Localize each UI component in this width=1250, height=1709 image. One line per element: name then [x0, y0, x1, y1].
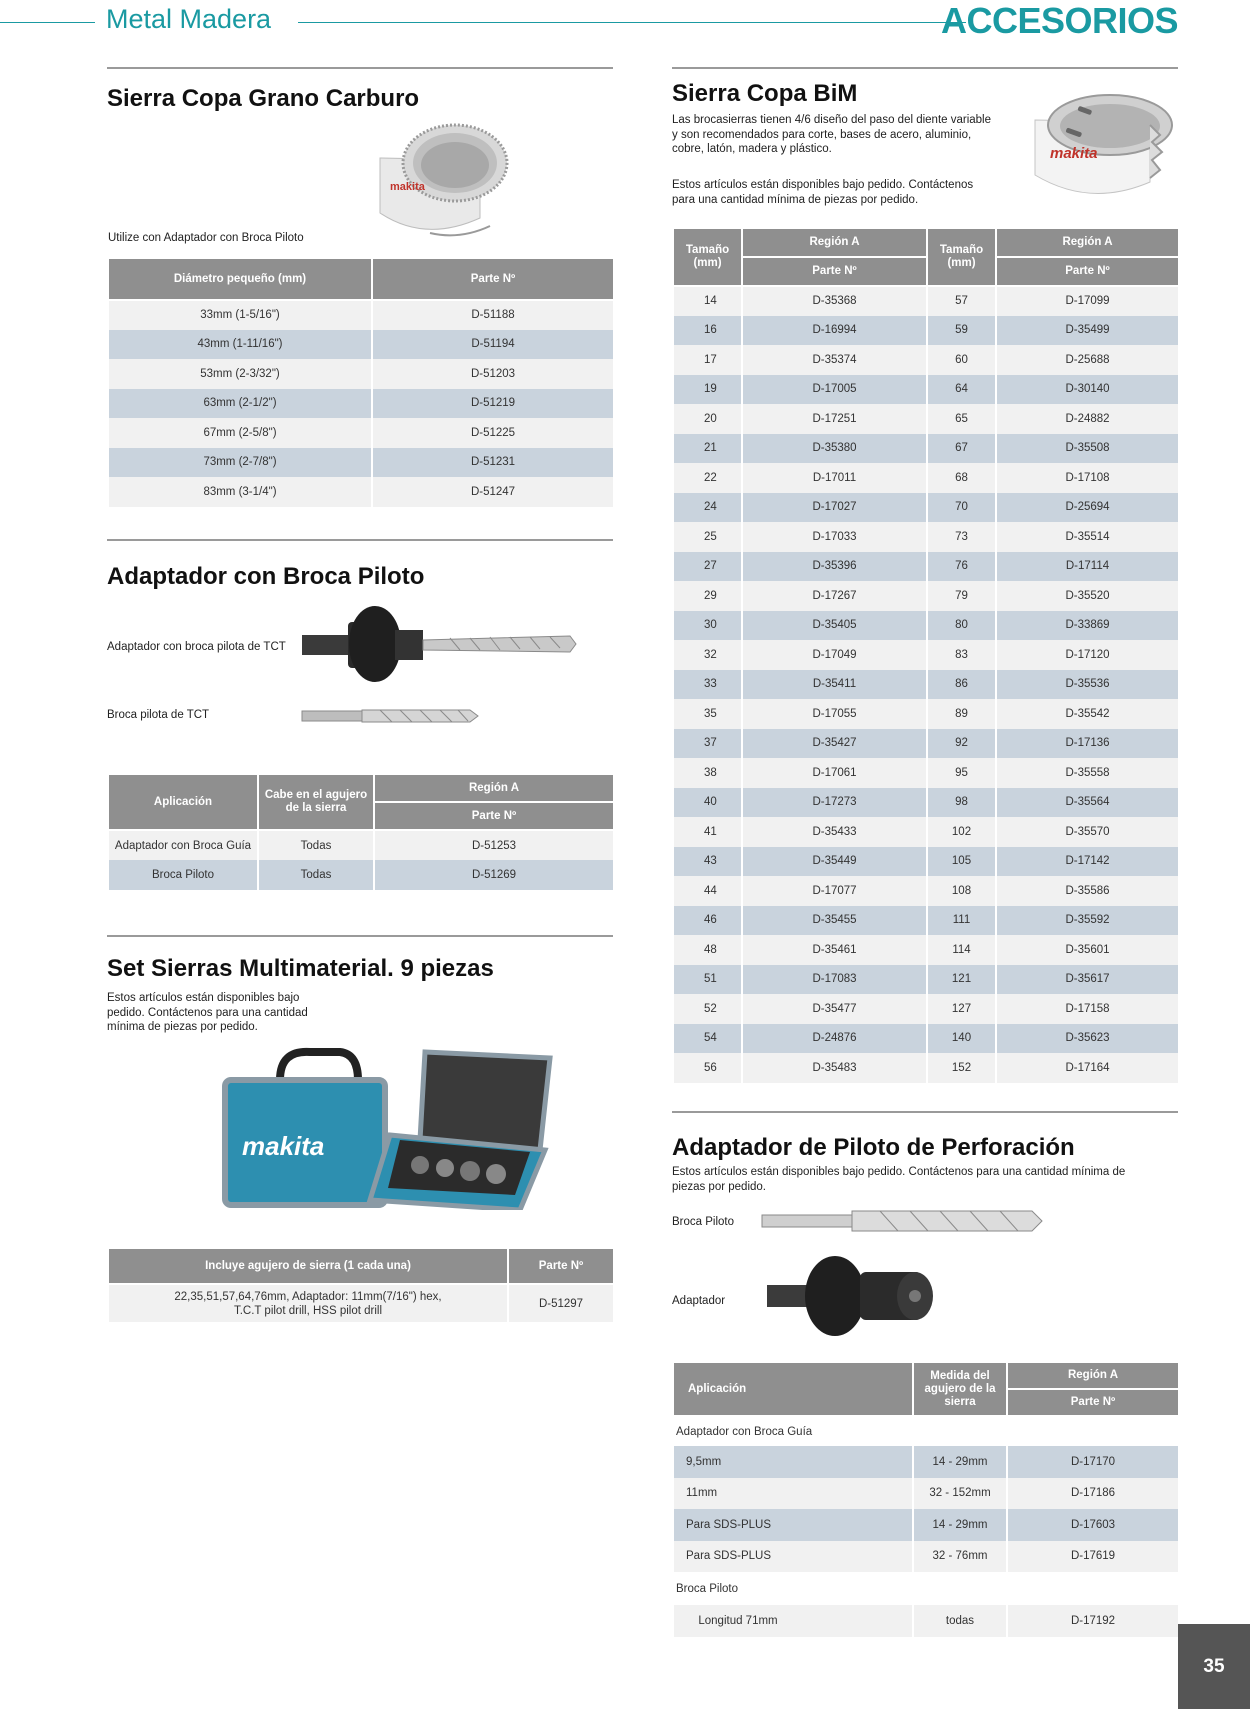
part-number-cell: D-17083 [742, 965, 927, 995]
part-number-cell: D-17192 [1007, 1605, 1179, 1637]
part-number-cell: D-17114 [996, 552, 1179, 582]
part-number-cell: D-17011 [742, 463, 927, 493]
part-number-cell: D-51231 [372, 448, 614, 478]
diameter-cell: 67mm (2-5/8") [108, 418, 372, 448]
size-cell: 19 [673, 375, 742, 405]
table-row [673, 1605, 1179, 1637]
adaptador-title: Adaptador con Broca Piloto [107, 563, 425, 590]
part-number-cell: D-17273 [742, 788, 927, 818]
part-number-cell: D-35405 [742, 611, 927, 641]
size-cell: 80 [927, 611, 996, 641]
pilot-adapter-photo [765, 1250, 945, 1340]
size-cell: 27 [673, 552, 742, 582]
size-cell: 33 [673, 670, 742, 700]
part-number-cell: D-35514 [996, 522, 1179, 552]
table-row [673, 286, 1179, 316]
table-row [673, 965, 1179, 995]
bim-header-part-1: Parte Nº [742, 257, 927, 286]
section-rule [107, 67, 613, 69]
part-number-cell: D-51188 [372, 300, 614, 330]
part-number-cell: D-35558 [996, 758, 1179, 788]
table-row [108, 1284, 614, 1322]
table-row [673, 640, 1179, 670]
part-number-cell: D-17158 [996, 994, 1179, 1024]
svg-text:makita: makita [390, 181, 425, 193]
size-cell: 111 [927, 906, 996, 936]
application-cell: 9,5mm [673, 1446, 913, 1478]
bim-table [672, 227, 1180, 1083]
size-cell: 76 [927, 552, 996, 582]
table-row [108, 359, 614, 389]
size-cell: 73 [927, 522, 996, 552]
part-number-cell: D-51194 [372, 330, 614, 360]
pilot-drill-bit-image [760, 1205, 1045, 1237]
part-number-cell: D-51225 [372, 418, 614, 448]
set-header-includes: Incluye agujero de sierra (1 cada una) [108, 1248, 508, 1284]
adapter-label: Adaptador con broca pilota de TCT [107, 641, 286, 653]
part-number-cell: D-17136 [996, 729, 1179, 759]
piloto-header-region: Región A [1007, 1362, 1179, 1389]
table-row [673, 788, 1179, 818]
bim-header-size-1: Tamaño (mm) [673, 228, 742, 286]
part-number-cell: D-17049 [742, 640, 927, 670]
header-rule-left [0, 22, 95, 23]
application-cell: Para SDS-PLUS [673, 1509, 913, 1541]
part-number-cell: D-35586 [996, 876, 1179, 906]
part-number-cell: D-35483 [742, 1053, 927, 1083]
bim-description: Las brocasierras tienen 4/6 diseño del paso del diente variable y son recomendados para corte, bases de acero, aluminio, cobre, latón, madera y plástico. [672, 114, 992, 155]
set-contents-line-1: 22,35,51,57,64,76mm, Adaptador: 11mm(7/16") hex, [174, 1290, 442, 1303]
part-number-cell: D-35374 [742, 345, 927, 375]
part-number-cell: D-35520 [996, 581, 1179, 611]
carbide-hole-saw-image [370, 118, 515, 246]
size-cell: 57 [927, 286, 996, 316]
piloto-adapter-label: Adaptador [672, 1295, 726, 1307]
measure-cell: 32 - 76mm [913, 1541, 1007, 1573]
size-cell: 102 [927, 817, 996, 847]
part-number-cell: D-17164 [996, 1053, 1179, 1083]
size-cell: 44 [673, 876, 742, 906]
set-header-part: Parte Nº [508, 1248, 614, 1284]
group-label-cell: Adaptador con Broca Guía [673, 1416, 1179, 1446]
measure-cell: todas [913, 1605, 1007, 1637]
size-cell: 114 [927, 935, 996, 965]
fits-cell: Todas [258, 830, 374, 860]
part-number-cell: D-51269 [374, 860, 614, 890]
piloto-table [672, 1361, 1180, 1637]
size-cell: 65 [927, 404, 996, 434]
part-number-cell: D-17251 [742, 404, 927, 434]
bit-label: Broca pilota de TCT [107, 709, 210, 721]
table-row [673, 522, 1179, 552]
part-number-cell: D-17267 [742, 581, 927, 611]
part-number-cell: D-16994 [742, 316, 927, 346]
size-cell: 68 [927, 463, 996, 493]
part-number-cell: D-35380 [742, 434, 927, 464]
table-row [673, 493, 1179, 523]
piloto-header-application: Aplicación [673, 1362, 913, 1416]
diameter-cell: 33mm (1-5/16") [108, 300, 372, 330]
table-row [673, 935, 1179, 965]
size-cell: 105 [927, 847, 996, 877]
table-row [673, 1509, 1179, 1541]
table-row [108, 448, 614, 478]
size-cell: 35 [673, 699, 742, 729]
part-number-cell: D-35570 [996, 817, 1179, 847]
part-number-cell: D-35427 [742, 729, 927, 759]
table-row [673, 758, 1179, 788]
part-number-cell: D-35477 [742, 994, 927, 1024]
size-cell: 52 [673, 994, 742, 1024]
size-cell: 32 [673, 640, 742, 670]
size-cell: 29 [673, 581, 742, 611]
part-number-cell: D-17055 [742, 699, 927, 729]
bim-header-size-2: Tamaño (mm) [927, 228, 996, 286]
hole-saw-set-case-image [220, 1040, 555, 1210]
size-cell: 16 [673, 316, 742, 346]
page-number: 35 [1178, 1624, 1250, 1709]
svg-text:makita: makita [1050, 145, 1098, 162]
application-cell: Adaptador con Broca Guía [108, 830, 258, 860]
size-cell: 25 [673, 522, 742, 552]
part-number-cell: D-35592 [996, 906, 1179, 936]
size-cell: 46 [673, 906, 742, 936]
part-number-cell: D-51219 [372, 389, 614, 419]
carburo-table [107, 257, 615, 507]
table-row [108, 860, 614, 890]
part-number-cell: D-35623 [996, 1024, 1179, 1054]
table-row [673, 670, 1179, 700]
size-cell: 108 [927, 876, 996, 906]
piloto-title: Adaptador de Piloto de Perforación [672, 1134, 1075, 1161]
size-cell: 127 [927, 994, 996, 1024]
size-cell: 70 [927, 493, 996, 523]
part-number-cell: D-17170 [1007, 1446, 1179, 1478]
size-cell: 43 [673, 847, 742, 877]
bim-hole-saw-image [1030, 90, 1180, 208]
application-cell: Longitud 71mm [673, 1605, 913, 1637]
part-number-cell: D-17186 [1007, 1478, 1179, 1510]
piloto-description: Estos artículos están disponibles bajo pedido. Contáctenos para una cantidad mínima de piezas por pedido. [672, 1166, 1126, 1193]
part-number-cell: D-24882 [996, 404, 1179, 434]
size-cell: 67 [927, 434, 996, 464]
diameter-cell: 83mm (3-1/4") [108, 477, 372, 507]
size-cell: 24 [673, 493, 742, 523]
table-row [673, 345, 1179, 375]
size-cell: 37 [673, 729, 742, 759]
table-row [673, 817, 1179, 847]
piloto-header-measure: Medida del agujero de la sierra [913, 1362, 1007, 1416]
set-title: Set Sierras Multimaterial. 9 piezas [107, 955, 494, 982]
table-row [673, 463, 1179, 493]
adaptador-header-part: Parte Nº [374, 802, 614, 830]
size-cell: 17 [673, 345, 742, 375]
size-cell: 20 [673, 404, 742, 434]
size-cell: 152 [927, 1053, 996, 1083]
adaptador-header-region: Región A [374, 774, 614, 802]
set-description: Estos artículos están disponibles bajo pedido. Contáctenos para una cantidad mínima de piezas por pedido. [107, 992, 308, 1033]
table-row [673, 699, 1179, 729]
table-row [673, 1572, 1179, 1605]
bim-title: Sierra Copa BiM [672, 80, 858, 107]
svg-text:makita: makita [242, 1131, 325, 1161]
table-row [673, 1416, 1179, 1446]
section-rule [107, 539, 613, 541]
part-number-cell: D-35455 [742, 906, 927, 936]
application-cell: Broca Piloto [108, 860, 258, 890]
table-row [108, 830, 614, 860]
table-row [673, 847, 1179, 877]
table-row [673, 434, 1179, 464]
measure-cell: 14 - 29mm [913, 1509, 1007, 1541]
table-row [673, 404, 1179, 434]
measure-cell: 32 - 152mm [913, 1478, 1007, 1510]
size-cell: 30 [673, 611, 742, 641]
table-row [673, 1053, 1179, 1083]
size-cell: 89 [927, 699, 996, 729]
set-contents-line-2: T.C.T pilot drill, HSS pilot drill [233, 1304, 383, 1317]
part-number-cell: D-33869 [996, 611, 1179, 641]
table-row [673, 316, 1179, 346]
diameter-cell: 63mm (2-1/2") [108, 389, 372, 419]
table-row [108, 418, 614, 448]
part-number-cell: D-35449 [742, 847, 927, 877]
table-row [673, 1478, 1179, 1510]
section-rule [672, 67, 1178, 69]
table-row [673, 581, 1179, 611]
part-number-cell: D-17142 [996, 847, 1179, 877]
pilot-adapter-image [300, 600, 580, 686]
part-number-cell: D-17061 [742, 758, 927, 788]
table-row [673, 611, 1179, 641]
adaptador-table [107, 773, 615, 890]
diameter-cell: 73mm (2-7/8") [108, 448, 372, 478]
part-number-cell: D-35601 [996, 935, 1179, 965]
size-cell: 121 [927, 965, 996, 995]
table-row [673, 552, 1179, 582]
part-number-cell: D-35433 [742, 817, 927, 847]
part-number-cell: D-35536 [996, 670, 1179, 700]
set-table [107, 1247, 615, 1322]
header-category: Metal Madera [106, 4, 272, 34]
size-cell: 60 [927, 345, 996, 375]
bim-header-part-2: Parte Nº [996, 257, 1179, 286]
part-number-cell: D-35564 [996, 788, 1179, 818]
size-cell: 59 [927, 316, 996, 346]
part-number-cell: D-17077 [742, 876, 927, 906]
table-row [673, 876, 1179, 906]
application-cell: Para SDS-PLUS [673, 1541, 913, 1573]
size-cell: 41 [673, 817, 742, 847]
header-title: ACCESORIOS [940, 0, 1178, 41]
bim-header-region-1: Región A [742, 228, 927, 257]
adaptador-header-fits: Cabe en el agujero de la sierra [258, 774, 374, 830]
set-part-cell: D-51297 [508, 1284, 614, 1322]
piloto-bit-label: Broca Piloto [672, 1216, 735, 1228]
part-number-cell: D-35542 [996, 699, 1179, 729]
bim-availability: Estos artículos están disponibles bajo pedido. Contáctenos para una cantidad mínima de piezas por pedido. [672, 179, 974, 206]
table-row [108, 389, 614, 419]
table-row [673, 375, 1179, 405]
carburo-header-part: Parte Nº [372, 258, 614, 300]
part-number-cell: D-17603 [1007, 1509, 1179, 1541]
carburo-title: Sierra Copa Grano Carburo [107, 85, 420, 112]
part-number-cell: D-30140 [996, 375, 1179, 405]
size-cell: 40 [673, 788, 742, 818]
part-number-cell: D-17619 [1007, 1541, 1179, 1573]
table-row [673, 729, 1179, 759]
part-number-cell: D-35508 [996, 434, 1179, 464]
header-rule-middle [298, 22, 966, 23]
table-row [673, 1446, 1179, 1478]
part-number-cell: D-35461 [742, 935, 927, 965]
set-contents-cell [108, 1284, 508, 1322]
part-number-cell: D-17033 [742, 522, 927, 552]
part-number-cell: D-51203 [372, 359, 614, 389]
diameter-cell: 43mm (1-11/16") [108, 330, 372, 360]
size-cell: 54 [673, 1024, 742, 1054]
table-row [673, 906, 1179, 936]
size-cell: 95 [927, 758, 996, 788]
size-cell: 64 [927, 375, 996, 405]
part-number-cell: D-17099 [996, 286, 1179, 316]
group-label-cell: Broca Piloto [673, 1572, 1179, 1605]
size-cell: 48 [673, 935, 742, 965]
part-number-cell: D-17005 [742, 375, 927, 405]
size-cell: 86 [927, 670, 996, 700]
application-cell: 11mm [673, 1478, 913, 1510]
size-cell: 22 [673, 463, 742, 493]
size-cell: 140 [927, 1024, 996, 1054]
section-rule [672, 1111, 1178, 1113]
bim-header-region-2: Región A [996, 228, 1179, 257]
fits-cell: Todas [258, 860, 374, 890]
diameter-cell: 53mm (2-3/32") [108, 359, 372, 389]
table-row [108, 300, 614, 330]
measure-cell: 14 - 29mm [913, 1446, 1007, 1478]
table-row [673, 994, 1179, 1024]
table-row [108, 330, 614, 360]
part-number-cell: D-17108 [996, 463, 1179, 493]
part-number-cell: D-35396 [742, 552, 927, 582]
part-number-cell: D-25688 [996, 345, 1179, 375]
size-cell: 79 [927, 581, 996, 611]
part-number-cell: D-17120 [996, 640, 1179, 670]
piloto-header-part: Parte Nº [1007, 1389, 1179, 1416]
table-row [673, 1024, 1179, 1054]
part-number-cell: D-51247 [372, 477, 614, 507]
carburo-note: Utilize con Adaptador con Broca Piloto [108, 232, 304, 244]
size-cell: 38 [673, 758, 742, 788]
part-number-cell: D-35617 [996, 965, 1179, 995]
size-cell: 56 [673, 1053, 742, 1083]
section-rule [107, 935, 613, 937]
part-number-cell: D-25694 [996, 493, 1179, 523]
size-cell: 98 [927, 788, 996, 818]
adaptador-header-application: Aplicación [108, 774, 258, 830]
table-row [108, 477, 614, 507]
size-cell: 21 [673, 434, 742, 464]
carburo-header-diameter: Diámetro pequeño (mm) [108, 258, 372, 300]
part-number-cell: D-17027 [742, 493, 927, 523]
part-number-cell: D-35411 [742, 670, 927, 700]
part-number-cell: D-35368 [742, 286, 927, 316]
part-number-cell: D-51253 [374, 830, 614, 860]
size-cell: 83 [927, 640, 996, 670]
part-number-cell: D-24876 [742, 1024, 927, 1054]
table-row [673, 1541, 1179, 1573]
size-cell: 14 [673, 286, 742, 316]
size-cell: 92 [927, 729, 996, 759]
tct-pilot-bit-image [300, 703, 480, 729]
part-number-cell: D-35499 [996, 316, 1179, 346]
size-cell: 51 [673, 965, 742, 995]
